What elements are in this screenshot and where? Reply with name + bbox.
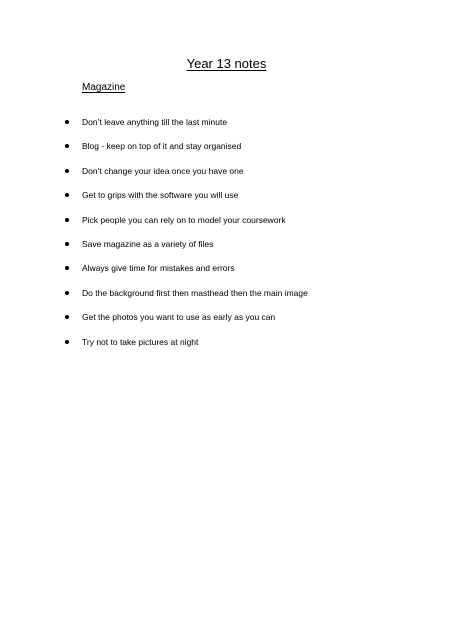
list-item-text: Get to grips with the software you will use	[82, 190, 239, 201]
list-item-text: Try not to take pictures at night	[82, 336, 199, 347]
list-item	[0, 116, 453, 140]
bullet-icon	[65, 144, 69, 148]
list-item-text: Save magazine as a variety of files	[82, 238, 214, 249]
bullet-icon	[65, 120, 69, 124]
bullet-icon	[65, 291, 69, 295]
list-item	[0, 336, 453, 360]
bullet-icon	[65, 193, 69, 197]
list-item	[0, 165, 453, 189]
bullet-icon	[65, 266, 69, 270]
bullet-icon	[65, 242, 69, 246]
list-item-text: Pick people you can rely on to model your coursework	[82, 214, 286, 225]
bullet-icon	[65, 315, 69, 319]
list-item	[0, 262, 453, 286]
page-title: Year 13 notes	[186, 56, 267, 71]
bullet-list	[0, 116, 453, 360]
list-item-text: Always give time for mistakes and errors	[82, 263, 235, 274]
list-item-text: Blog - keep on top of it and stay organised	[82, 141, 242, 152]
list-item	[0, 140, 453, 164]
list-item	[0, 311, 453, 335]
list-item	[0, 189, 453, 213]
list-item-text: Do the background first then masthead then the main image	[82, 287, 308, 298]
bullet-icon	[65, 340, 69, 344]
list-item	[0, 214, 453, 238]
list-item	[0, 238, 453, 262]
list-item	[0, 287, 453, 311]
bullet-icon	[65, 169, 69, 173]
bullet-icon	[65, 218, 69, 222]
list-item-text: Don’t change your idea once you have one	[82, 165, 244, 176]
section-heading: Magazine	[82, 82, 126, 93]
list-item-text: Get the photos you want to use as early as you can	[82, 312, 276, 323]
list-item-text: Don’t leave anything till the last minute	[82, 117, 228, 127]
